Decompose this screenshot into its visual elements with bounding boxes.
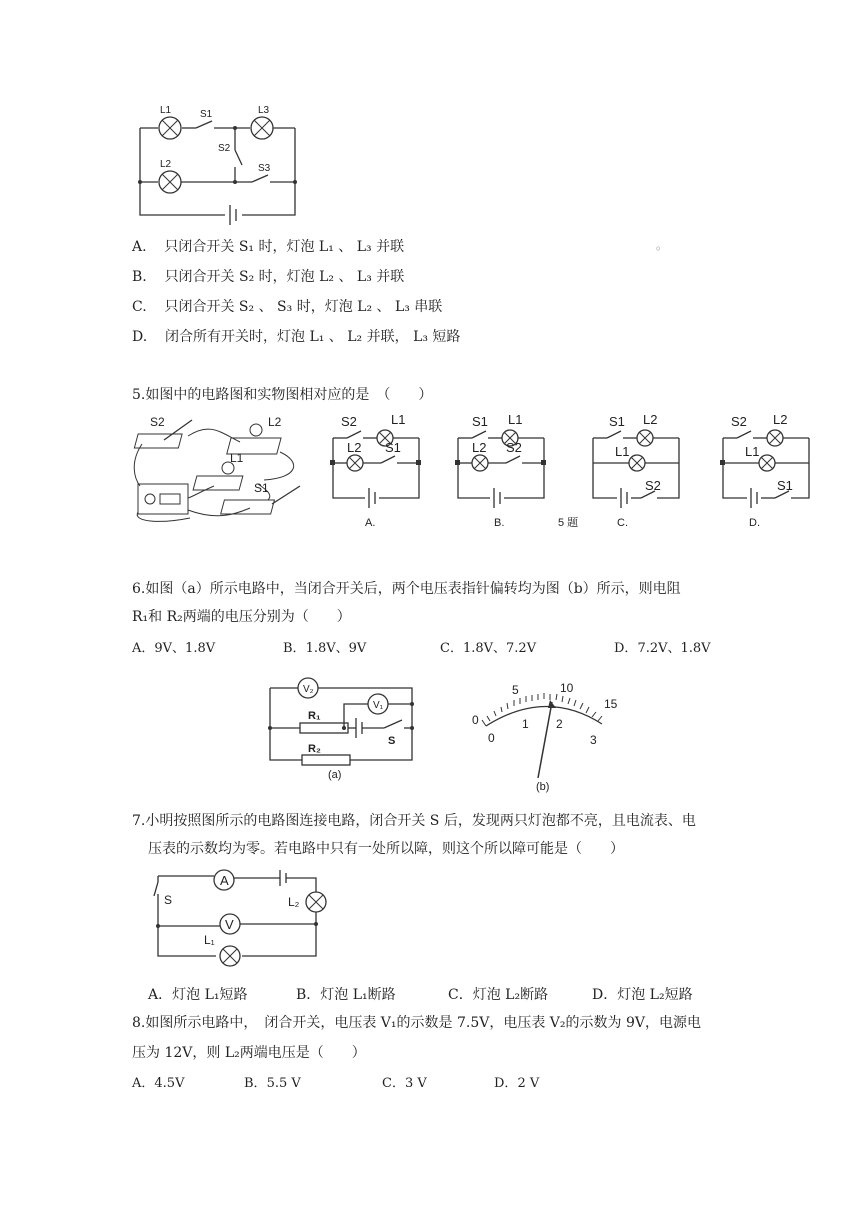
option-text: 只闭合开关 S₂ 、 S₃ 时，灯泡 L₂ 、 L₃ 串联 [164,299,443,315]
q6-figure-b-meter [466,678,626,794]
q8-option-c [382,1072,427,1091]
q6-stem-line2: R₁和 R₂两端的电压分别为（ ） [132,609,351,625]
label-mid-left: L2 [472,440,487,455]
circuit-caption: D. [749,517,760,529]
photo-label-l1: L1 [230,451,244,465]
switch-s2-icon [235,150,242,165]
switch-s-icon [154,882,158,896]
q7-option-a [148,984,247,1004]
option-text: 灯泡 L₂短路 [617,987,693,1003]
q6-stem-line1: 6.如图（a）所示电路中，当闭合开关后，两个电压表指针偏转均为图（b）所示，则电阻 [132,581,681,597]
label-r1: R₁ [308,710,321,722]
option-letter: A． [132,641,155,656]
option-letter: A. [132,239,147,255]
meter-needle-icon [538,702,552,778]
q4-option-b [132,266,404,286]
q5-circuit-a [325,410,435,532]
outer-tick-0: 0 [472,713,479,727]
caption-b: (b) [536,781,550,793]
q5-stem: 5.如图中的电路图和实物图相对应的是 （ ） [132,387,433,403]
option-text: 闭合所有开关时，灯泡 L₁ 、 L₂ 并联， L₃ 短路 [165,329,461,345]
photo-label-l2: L2 [268,415,282,429]
label-top-left: S1 [472,414,488,429]
option-letter: B． [296,987,321,1003]
label-l1: L₁ [204,933,215,947]
label-bottom: S2 [645,478,661,493]
option-letter: D． [592,987,618,1003]
label-mid-right: S2 [506,440,522,455]
option-letter: D． [494,1076,518,1091]
label-l2: L₂ [288,895,300,909]
label-v1: V₁ [373,700,384,711]
circuit-caption: A. [365,517,376,529]
option-letter: C． [440,641,463,656]
bulb-l2-icon [250,424,262,436]
label-mid-right: S1 [385,440,401,455]
photo-label-s2: S2 [150,415,165,429]
option-text: 3 V [404,1076,427,1091]
q7-option-b [296,984,396,1004]
q5-physical-circuit-photo [130,412,310,524]
q7-option-c [448,984,548,1004]
option-text: 只闭合开关 S₂ 时，灯泡 L₂ 、 L₃ 并联 [164,269,405,285]
option-letter: D. [132,329,148,345]
outer-tick-15: 15 [604,697,618,711]
option-text: 灯泡 L₂断路 [472,987,549,1003]
q7-circuit-diagram [146,864,336,970]
option-letter: B． [283,641,306,656]
circuit-caption: C. [617,517,628,529]
q4-label-s1: S1 [200,109,213,120]
caption-a: (a) [328,769,342,781]
option-letter: B. [132,269,147,285]
label-top-left: S2 [341,414,357,429]
inner-tick-2: 2 [556,717,563,731]
label-top-right: L1 [391,412,406,427]
option-letter: C． [448,987,473,1003]
switch-s1-icon [196,121,212,128]
q5-circuit-d [715,410,825,532]
q4-circuit-diagram [130,95,305,225]
q7-stem-line2: 压表的示数均为零。若电路中只有一处所以障，则这个所以障可能是（ ） [148,841,624,857]
outer-tick-5: 5 [512,683,519,697]
q8-stem-line2: 压为 12V，则 L₂两端电压是（ ） [132,1045,366,1061]
q4-label-l1: L1 [160,105,172,116]
option-text: 5.5 V [266,1076,301,1091]
q4-label-l3: L3 [258,105,270,116]
switch-s-icon [384,720,402,728]
q7-option-d [592,984,693,1004]
option-text: 只闭合开关 S₁ 时，灯泡 L₁ 、 L₃ 并联 [164,239,405,255]
photo-label-s1: S1 [254,481,269,495]
label-top-left: S2 [731,414,747,429]
inner-tick-1: 1 [522,717,529,731]
q5-circuit-c [585,410,695,532]
option-letter: C. [132,299,147,315]
option-text: 9V、1.8V [154,641,216,656]
q6-option-a [132,637,215,656]
label-mid: L1 [745,444,760,459]
inner-tick-0: 0 [488,731,495,745]
label-top-right: L1 [508,412,523,427]
q4-label-l2: L2 [160,159,172,170]
option-text: 灯泡 L₁断路 [320,987,396,1003]
label-v2: V₂ [303,684,314,695]
label-switch: S [164,893,173,907]
option-text: 1.8V、9V [305,641,367,656]
q6-figure-a-circuit [262,676,427,784]
switch-s3-icon [252,175,268,182]
q4-label-s2: S2 [218,143,231,154]
label-top-right: L2 [643,412,658,427]
option-text: 4.5V [154,1076,185,1091]
q4-option-c [132,296,442,316]
q8-stem-line1: 8.如图所示电路中， 闭合开关，电压表 V₁的示数是 7.5V，电压表 V₂的示数为 9V，电源电 [132,1015,701,1031]
option-letter: C． [382,1076,405,1091]
inner-tick-3: 3 [590,733,597,747]
label-top-left: S1 [609,414,625,429]
q5-figure-note: 5 题 [558,517,579,529]
option-text: 灯泡 L₁短路 [172,987,248,1003]
label-voltmeter: V [225,917,234,932]
q8-option-b [244,1072,301,1091]
resistor-r2-icon [302,755,350,765]
q6-option-b [283,637,366,656]
option-letter: A． [148,987,173,1003]
q4-option-d [132,326,460,346]
q4-label-s3: S3 [258,163,271,174]
label-r2: R₂ [308,743,321,755]
option-text: 7.2V、1.8V [637,641,711,656]
stray-mark: 。 [656,238,669,252]
label-mid: L1 [615,444,630,459]
q4-option-a [132,236,404,256]
q5-circuit-b [450,410,560,532]
option-letter: A． [132,1076,155,1091]
label-s: S [388,735,396,747]
option-letter: D． [614,641,638,656]
q6-option-d [614,637,711,656]
switch-s1-handle-icon [272,486,300,504]
outer-tick-10: 10 [560,681,574,695]
resistor-r1-icon [300,723,348,733]
label-ammeter: A [220,873,229,888]
q6-option-c [440,637,536,656]
option-text: 2 V [517,1076,540,1091]
label-mid-left: L2 [347,440,362,455]
q7-stem-line1: 7.小明按照图所示的电路图连接电路，闭合开关 S 后，发现两只灯泡都不亮，且电流表、电 [132,813,696,829]
label-bottom: S1 [777,478,793,493]
q8-option-d [494,1072,539,1091]
q8-option-a [132,1072,184,1091]
circuit-caption: B. [494,517,505,529]
option-letter: B． [244,1076,267,1091]
option-text: 1.8V、7.2V [462,641,537,656]
label-top-right: L2 [773,412,788,427]
